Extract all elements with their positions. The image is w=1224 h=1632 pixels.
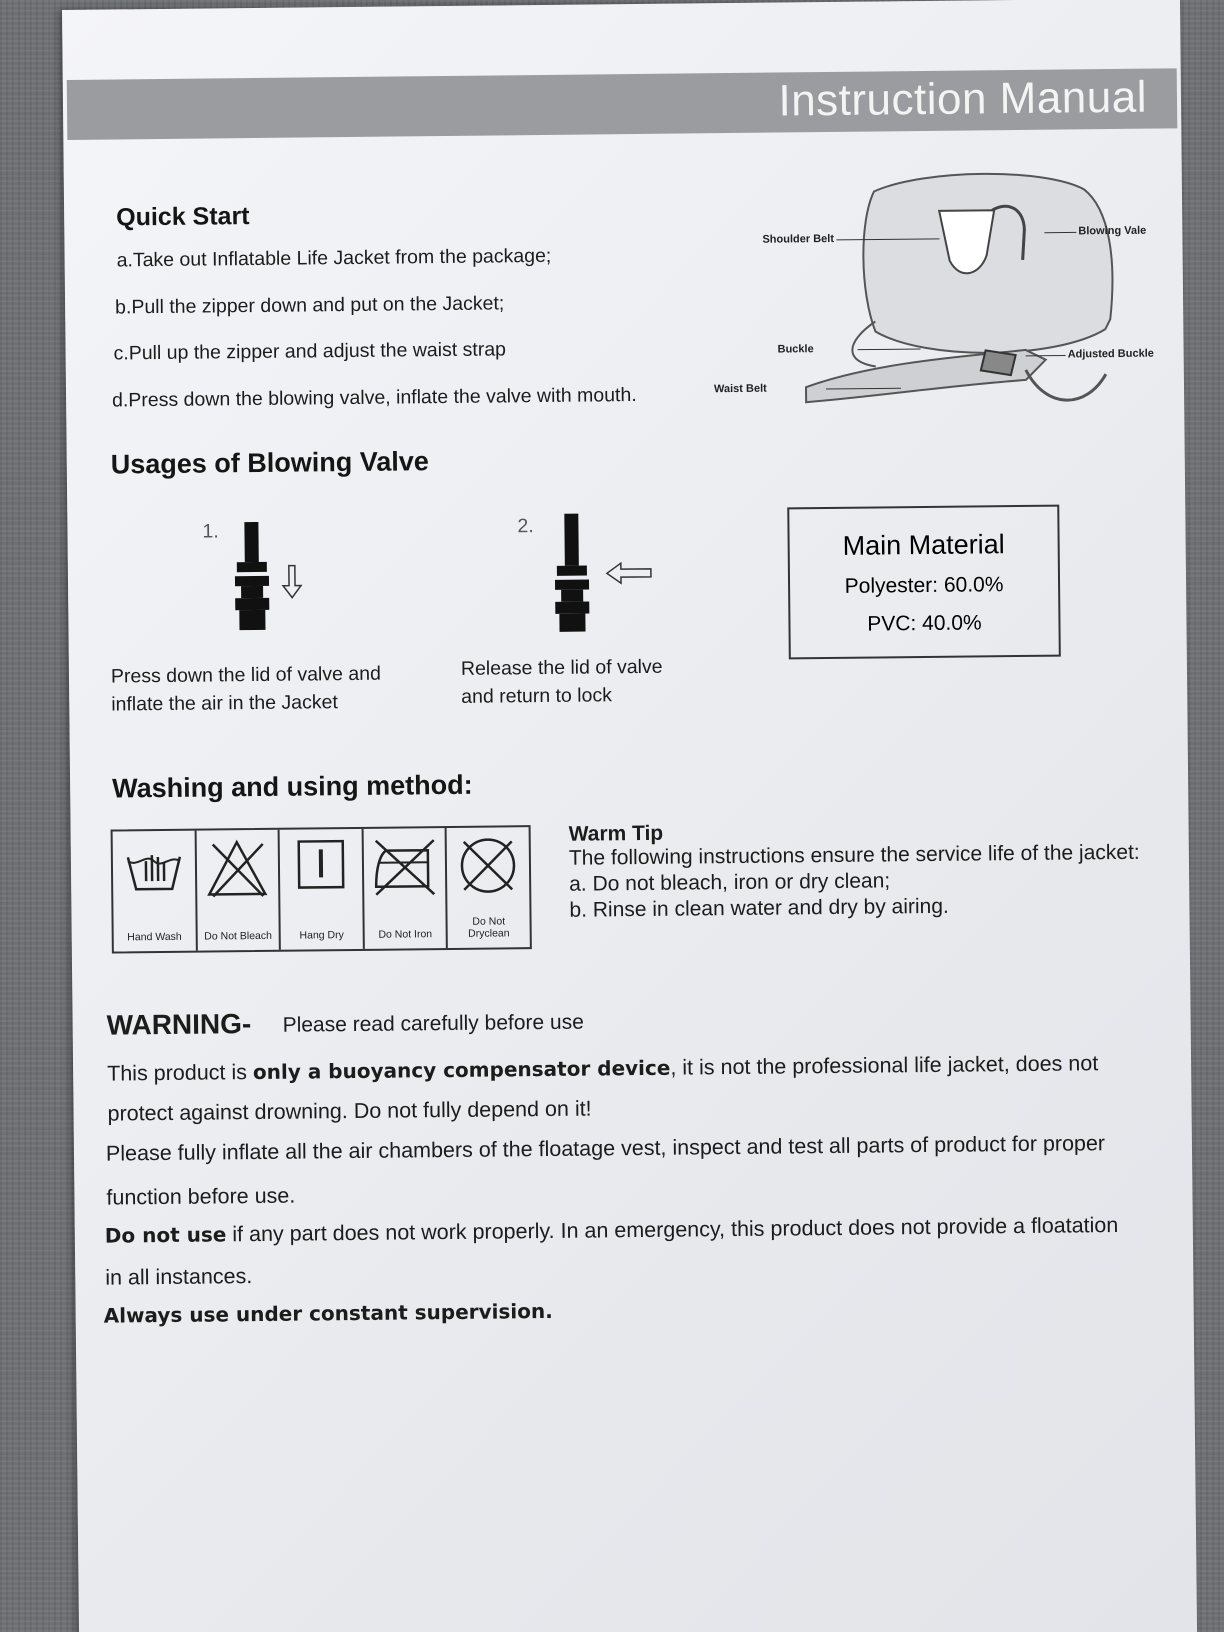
warning-paragraph-3-line2: in all instances.: [105, 1264, 253, 1290]
valve-step-2-text-line1: Release the lid of valve: [460, 655, 663, 680]
warm-tip-line-3: b. Rinse in clean water and dry by airing.: [569, 894, 949, 922]
warning-p1-suffix: , it is not the professional life jacket, does not: [670, 1051, 1099, 1080]
label-shoulder-belt: Shoulder Belt: [762, 232, 835, 246]
warning-paragraph-2-line2: function before use.: [106, 1183, 296, 1210]
valve-step-1-number: 1.: [202, 520, 219, 543]
warm-tip-heading: Warm Tip: [568, 821, 664, 846]
care-label-do-not-dryclean-line2: Dryclean: [468, 927, 510, 940]
quick-start-heading: Quick Start: [116, 202, 250, 232]
quick-start-step-b: b.Pull the zipper down and put on the Jacket;: [115, 292, 505, 319]
page-title: Instruction Manual: [778, 72, 1148, 126]
do-not-bleach-icon: [205, 836, 270, 901]
warning-p3-bold: Do not use: [104, 1222, 227, 1248]
do-not-iron-icon: [369, 834, 440, 899]
material-title: Main Material: [842, 529, 1005, 561]
valve-step-1-text-line2: inflate the air in the Jacket: [111, 691, 338, 716]
material-pvc: PVC: 40.0%: [867, 611, 982, 636]
life-jacket-icon: [724, 168, 1167, 433]
warning-final: Always use under constant supervision.: [103, 1298, 553, 1328]
header-band: [67, 68, 1178, 140]
label-buckle: Buckle: [777, 343, 814, 356]
washing-heading: Washing and using method:: [111, 769, 473, 804]
life-jacket-diagram: [713, 168, 1167, 433]
hang-dry-icon: [293, 835, 350, 896]
label-waist-belt: Waist Belt: [713, 382, 767, 396]
care-do-not-bleach: [196, 830, 281, 951]
quick-start-step-d: d.Press down the blowing valve, inflate the valve with mouth.: [111, 384, 637, 412]
instruction-sheet: [62, 0, 1197, 1632]
warning-p1-bold: only a buoyancy compensator device: [252, 1055, 671, 1085]
care-label-do-not-bleach: Do Not Bleach: [204, 929, 273, 943]
valve-step-2-number: 2.: [517, 515, 534, 538]
blowing-valve-locked-icon: [542, 509, 663, 645]
material-box: [787, 505, 1061, 660]
warm-tip-line-1: The following instructions ensure the service life of the jacket:: [568, 840, 1140, 870]
warning-label: WARNING-: [106, 1008, 252, 1041]
care-label-do-not-dryclean: [448, 915, 530, 940]
care-label-do-not-dryclean-line1: Do Not: [472, 915, 506, 928]
care-do-not-iron: [363, 828, 448, 949]
label-adjusted-buckle: Adjusted Buckle: [1067, 347, 1154, 361]
warning-paragraph-1: [107, 1051, 1098, 1086]
valve-step-1-text-line1: Press down the lid of valve and: [110, 662, 381, 688]
care-symbols-table: [111, 825, 532, 953]
warm-tip-line-2: a. Do not bleach, iron or dry clean;: [569, 869, 891, 896]
care-hand-wash: [113, 831, 198, 952]
label-blowing-valve: Blowing Vale: [1078, 224, 1147, 238]
warning-p1-prefix: This product is: [107, 1060, 254, 1086]
care-label-do-not-iron: Do Not Iron: [378, 928, 433, 941]
valve-usage-heading: Usages of Blowing Valve: [110, 446, 429, 480]
warning-paragraph-1-line2: protect against drowning. Do not fully depend on it!: [107, 1096, 592, 1126]
warning-paragraph-3: [105, 1213, 1119, 1249]
valve-step-2-illustration: [542, 509, 663, 650]
hand-wash-icon: [121, 837, 186, 898]
do-not-dryclean-icon: [456, 833, 521, 898]
material-polyester: Polyester: 60.0%: [844, 573, 1004, 598]
warning-subtitle: Please read carefully before use: [282, 1010, 584, 1037]
warning-p3-suffix: if any part does not work properly. In an emergency, this product does not provide a floatation: [226, 1213, 1119, 1247]
valve-step-2-text-line2: and return to lock: [461, 684, 612, 708]
blowing-valve-pressed-icon: [222, 517, 313, 648]
care-do-not-dryclean: [447, 827, 530, 948]
care-label-hang-dry: Hang Dry: [299, 929, 344, 942]
care-hang-dry: [280, 829, 365, 950]
quick-start-step-a: a.Take out Inflatable Life Jacket from the package;: [116, 244, 552, 272]
warning-paragraph-2: Please fully inflate all the air chambers of the floatage vest, inspect and test all parts of product for proper: [105, 1131, 1106, 1166]
care-label-hand-wash: Hand Wash: [127, 930, 182, 944]
quick-start-step-c: c.Pull up the zipper and adjust the waist strap: [113, 338, 507, 365]
valve-step-1-illustration: [222, 517, 313, 653]
